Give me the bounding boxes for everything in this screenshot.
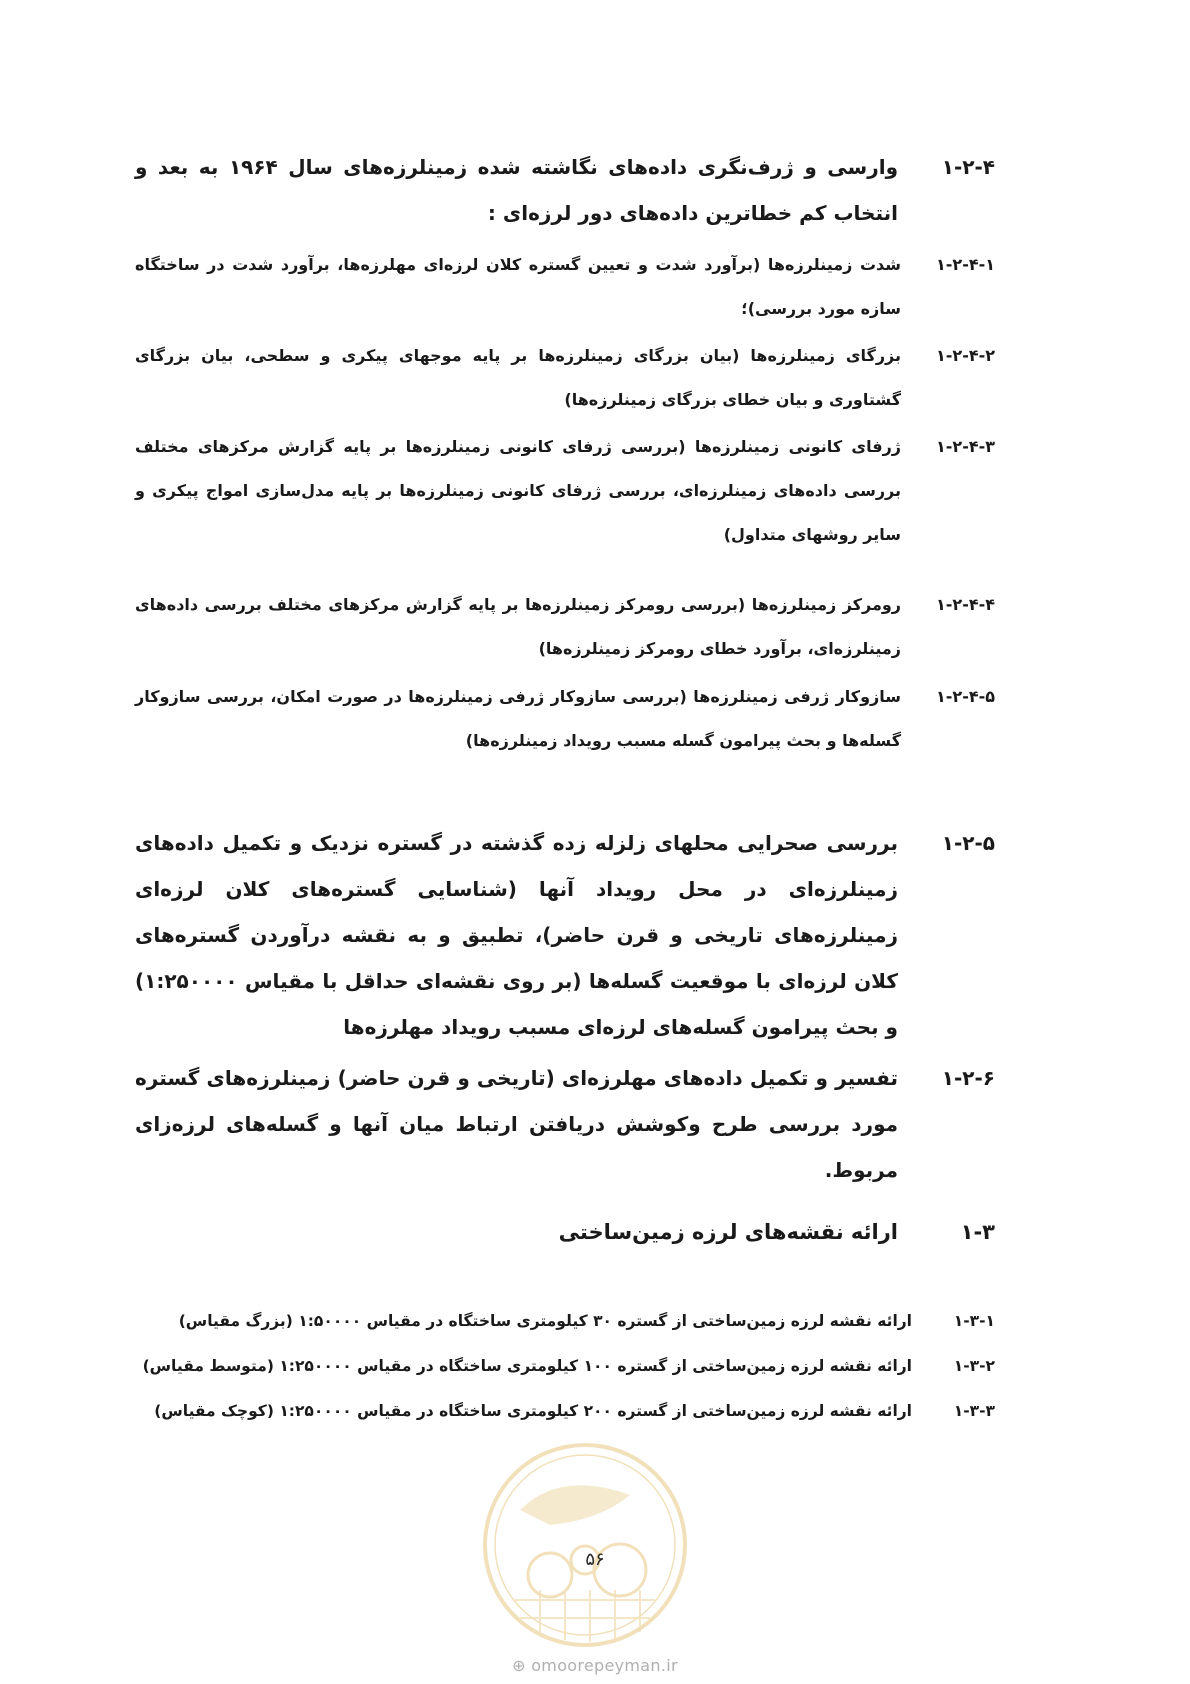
watermark-logo — [480, 1440, 690, 1650]
section-number: ۱-۲-۴ — [941, 155, 995, 179]
subsection-text: ژرفای کانونی زمینلرزه‌ها (بررسی ژرفای کانونی زمینلرزه‌ها بر پایه گزارش مرکزهای مختلف بررسی داده‌های زمینلرزه‌ای، بررسی ژرفای کانونی زمینلرزه‌ها بر پایه مدل‌سازی امواج پیکری و سایر روشهای متداول) — [135, 437, 901, 544]
page-number: ۵۶ — [585, 1549, 605, 1570]
map-list-text: ارائه نقشه لرزه زمین‌ساختی از گستره ۳۰ کیلومتری ساختگاه در مقیاس ۱:۵۰۰۰۰ (بزرگ مقیاس) — [178, 1312, 912, 1330]
section-text: وارسی و ژرف‌نگری داده‌های نگاشته شده زمینلرزه‌های سال ۱۹۶۴ به بعد و انتخاب کم خطاترین داده‌های دور لرزه‌ای : — [135, 155, 899, 225]
subsection-number: ۱-۲-۴-۳ — [936, 437, 995, 456]
subsection-text: شدت زمینلرزه‌ها (برآورد شدت و تعیین گستره کلان لرزه‌ای مهلرزه‌ها، برآورد شدت در ساختگاه سازه مورد بررسی)؛ — [135, 255, 901, 318]
map-list-number: ۱-۳-۲ — [953, 1357, 995, 1375]
heading-1-3 — [135, 1212, 995, 1252]
section-text: تفسیر و تکمیل داده‌های مهلرزه‌ای (تاریخی و قرن حاضر) زمینلرزه‌های گستره مورد بررسی طرح وکوشش دریافتن ارتباط میان آنها و گسله‌های لرزه‌زای مربوط. — [135, 1066, 898, 1182]
subsection-number: ۱-۲-۴-۲ — [936, 346, 995, 365]
subsection-text: سازوکار ژرفی زمینلرزه‌ها (بررسی سازوکار ژرفی زمینلرزه‌ها در صورت امکان، بررسی سازوکار گسله‌ها و بحث پیرامون گسله مسبب رویداد زمینلرزه‌ها) — [135, 687, 901, 750]
subsection-text: رومرکز زمینلرزه‌ها (بررسی رومرکز زمینلرزه‌ها بر پایه گزارش مرکزهای مختلف بررسی داده‌های زمینلرزه‌ای، برآورد خطای رومرکز زمینلرزه‌ها) — [135, 595, 901, 658]
subsection-text: بزرگای زمینلرزه‌ها (بیان بزرگای زمینلرزه‌ها بر پایه موجهای پیکری و سطحی، بیان بزرگای گشتاوری و بیان خطای بزرگای زمینلرزه‌ها) — [135, 346, 901, 409]
globe-icon: ⊕ — [512, 1656, 532, 1675]
map-list-number: ۱-۳-۳ — [953, 1402, 995, 1420]
subsection-number: ۱-۲-۴-۴ — [936, 595, 995, 614]
map-list-text: ارائه نقشه لرزه زمین‌ساختی از گستره ۲۰۰ کیلومتری ساختگاه در مقیاس ۱:۲۵۰۰۰۰ (کوچک مقیاس) — [154, 1402, 912, 1420]
map-list-number: ۱-۳-۱ — [953, 1312, 995, 1330]
heading-number: ۱-۳ — [960, 1220, 995, 1244]
website-text: omoorepeyman.ir — [531, 1656, 678, 1675]
map-list-text: ارائه نقشه لرزه زمین‌ساختی از گستره ۱۰۰ کیلومتری ساختگاه در مقیاس ۱:۲۵۰۰۰۰ (متوسط مقیاس) — [142, 1357, 912, 1375]
section-number: ۱-۲-۶ — [941, 1066, 995, 1090]
subsection-number: ۱-۲-۴-۱ — [936, 255, 995, 274]
section-number: ۱-۲-۵ — [941, 831, 995, 855]
subsection-number: ۱-۲-۴-۵ — [936, 687, 995, 706]
section-text: بررسی صحرایی محلهای زلزله زده گذشته در گستره نزدیک و تکمیل داده‌های زمینلرزه‌ای در محل رویداد آنها (شناسایی گستره‌های کلان لرزه‌ای زمینلرزه‌های تاریخی و قرن حاضر)، تطبیق و به نقشه درآوردن گستره‌های کلان لرزه‌ای با موقعیت گسله‌ها (بر روی نقشه‌ای حداقل با مقیاس ۱:۲۵۰۰۰۰) و بحث پیرامون گسله‌های لرزه‌ای مسبب رویداد مهلرزه‌ها — [135, 831, 898, 1039]
heading-title: ارائه نقشه‌های لرزه زمین‌ساختی — [558, 1220, 898, 1244]
website-watermark[interactable] — [0, 1656, 1190, 1675]
